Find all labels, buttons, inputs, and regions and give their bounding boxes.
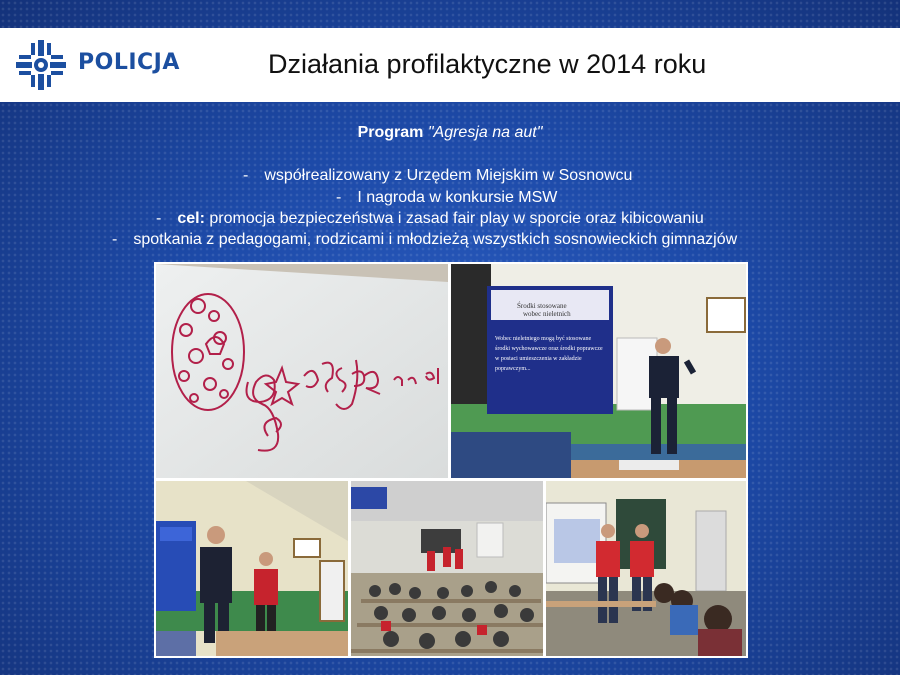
photo-presentation — [451, 264, 746, 478]
bullet-item: - współrealizowany z Urzędem Miejskim w Sosnowcu — [243, 167, 633, 184]
program-line — [0, 124, 900, 142]
header-bar — [0, 28, 900, 102]
photo-whiteboard — [156, 264, 448, 478]
svg-text:Środki stosowane: Środki stosowane — [517, 302, 567, 310]
program-name: "Agresja na aut" — [427, 124, 543, 141]
page-title: Działania profilaktyczne w 2014 roku — [268, 49, 707, 79]
bullet-item: - I nagroda w konkursie MSW — [336, 189, 558, 206]
bullet-item: - cel: promocja bezpieczeństwa i zasad fair play w sporcie oraz kibicowaniu — [156, 210, 704, 227]
svg-text:Wobec nieletniego mogą być sto: Wobec nieletniego mogą być stosowane — [495, 336, 592, 342]
program-label: Program — [357, 124, 424, 141]
photo-students-presenting — [546, 481, 746, 656]
svg-text:środki wychowawcze oraz środki: środki wychowawcze oraz środki poprawcze — [495, 346, 603, 352]
svg-text:w postaci umieszczenia w zakła: w postaci umieszczenia w zakładzie — [495, 356, 582, 362]
svg-text:poprawczym...: poprawczym... — [495, 366, 531, 372]
logo-text: POLICJA — [78, 50, 180, 75]
bullet-item: - spotkania z pedagogami, rodzicami i młodzieżą wszystkich sosnowieckich gimnazjów — [112, 231, 738, 248]
photo-classroom-officer — [156, 481, 348, 656]
photo-auditorium — [351, 481, 543, 656]
svg-text:wobec nieletnich: wobec nieletnich — [523, 310, 571, 318]
police-star-logo-icon — [14, 38, 68, 92]
